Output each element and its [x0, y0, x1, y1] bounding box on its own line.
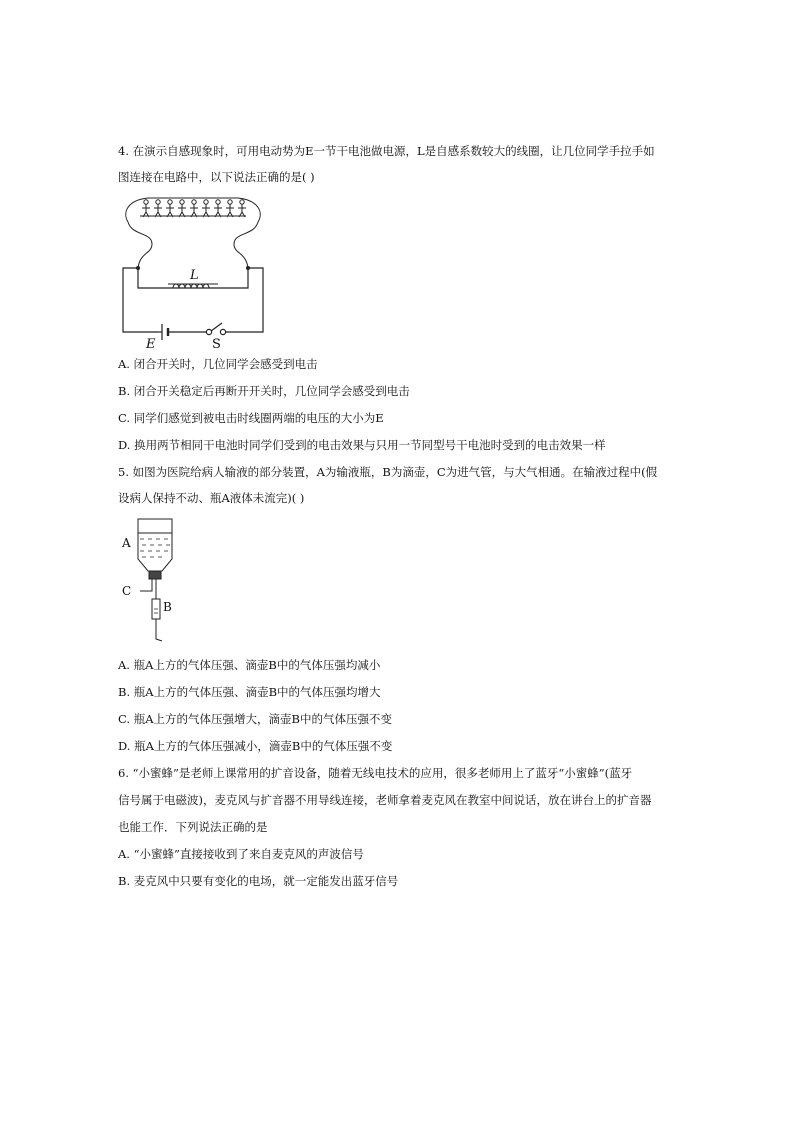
infusion-bottle-icon [138, 519, 172, 641]
q4-option-c: C. 同学们感觉到被电击时线圈两端的电压的大小为E [118, 411, 384, 425]
label-C: C [122, 584, 132, 598]
q5-infusion-figure [118, 515, 208, 647]
label-S: S [212, 337, 221, 350]
q5-stem-line2: 设病人保持不动、瓶A液体未流完)( ) [118, 491, 305, 505]
q5-option-c: C. 瓶A上方的气体压强增大，滴壶B中的气体压强不变 [118, 712, 392, 726]
label-L: L [190, 268, 199, 283]
q4-stem-line2: 图连接在电路中，以下说法正确的是( ) [118, 170, 315, 184]
inductor-coil-icon [168, 284, 218, 288]
switch-icon [206, 323, 225, 335]
q5-option-b: B. 瓶A上方的气体压强、滴壶B中的气体压强均增大 [118, 685, 381, 699]
junction-dot-right [246, 266, 250, 270]
q5-option-a: A. 瓶A上方的气体压强、滴壶B中的气体压强均减小 [118, 658, 381, 672]
q4-circuit-figure [118, 192, 268, 350]
q4-stem-line1: 4. 在演示自感现象时，可用电动势为E一节干电池做电源，L是自感系数较大的线圈，让几位同学手拉手如 [118, 144, 655, 158]
q4-option-a: A. 闭合开关时，几位同学会感受到电击 [118, 357, 318, 371]
q6-stem-line3: 也能工作．下列说法正确的是 [118, 820, 268, 834]
q6-option-b: B. 麦克风中只要有变化的电场，就一定能发出蓝牙信号 [118, 874, 399, 888]
label-E: E [146, 337, 156, 350]
q4-option-b: B. 闭合开关稳定后再断开开关时，几位同学会感受到电击 [118, 384, 410, 398]
q5-stem-line1: 5. 如图为医院给病人输液的部分装置，A为输液瓶，B为滴壶，C为进气管，与大气相通。在输液过程中(假 [118, 465, 658, 479]
battery-icon [158, 324, 170, 340]
q6-stem-line2: 信号属于电磁波)，麦克风与扩音器不用导线连接，老师拿着麦克风在教室中间说话，放在讲台上的扩音器 [118, 793, 652, 807]
q5-option-d: D. 瓶A上方的气体压强减小，滴壶B中的气体压强不变 [118, 739, 393, 753]
q6-stem-line1: 6. “小蜜蜂”是老师上课常用的扩音设备，随着无线电技术的应用，很多老师用上了蓝牙“小蜜蜂”(蓝牙 [118, 766, 633, 780]
junction-dot-left [136, 266, 140, 270]
label-B: B [163, 600, 172, 614]
q6-option-a: A. “小蜜蜂”直接接收到了来自麦克风的声波信号 [118, 847, 364, 861]
label-A: A [122, 536, 131, 550]
q4-option-d: D. 换用两节相同干电池时同学们受到的电击效果与只用一节同型号干电池时受到的电击效果一样 [118, 438, 606, 452]
students-chain-icon [126, 198, 260, 268]
